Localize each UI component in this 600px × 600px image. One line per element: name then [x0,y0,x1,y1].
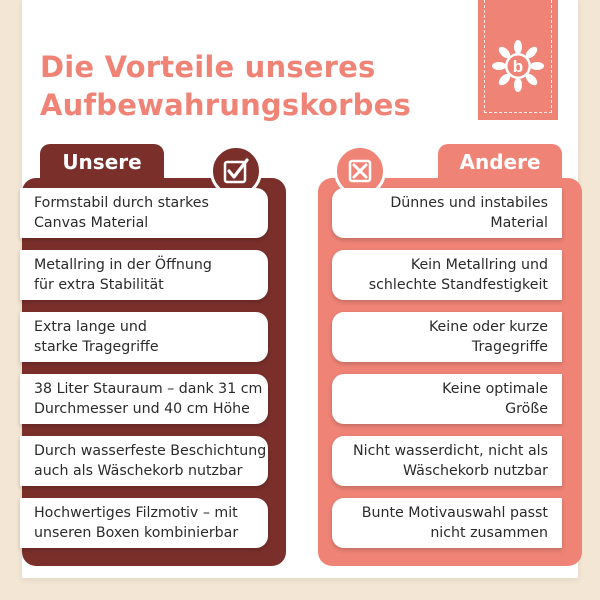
logo-letter: b [512,57,524,76]
heading-unsere: Unsere [40,144,164,180]
item-text-line-2: Wäschekorb nutzbar [403,463,548,479]
item-text-line-1: Metallring in der Öffnung [34,257,212,273]
item-text-line-2: Durchmesser und 40 cm Höhe [34,401,250,417]
item-text-line-2: Canvas Material [34,215,149,231]
item-text-line-1: Dünnes und instabiles [390,195,548,211]
list-item [332,498,562,548]
item-text-line-2: auch als Wäschekorb nutzbar [34,463,243,479]
title-line-2: Aufbewahrungskorbes [40,88,411,122]
item-text-line-1: Bunte Motivauswahl passt [361,505,548,521]
page-title [40,48,460,124]
item-text-line-1: Keine optimale [442,381,548,397]
list-item [20,374,268,424]
item-text-line-2: nicht zusammen [430,525,548,541]
item-text-line-2: unseren Boxen kombinierbar [34,525,239,541]
item-text-line-1: Extra lange und [34,319,147,335]
item-text-line-2: Größe [505,401,548,417]
list-item [20,188,268,238]
title-line-1: Die Vorteile unseres [40,50,376,84]
item-text-line-2: starke Tragegriffe [34,339,159,355]
item-text-line-2: Material [490,215,548,231]
item-text-line-2: für extra Stabilität [34,277,164,293]
brand-bookmark [478,0,558,120]
list-item [20,312,268,362]
item-text-line-1: Keine oder kurze [428,319,548,335]
list-item [332,436,562,486]
item-text-line-1: Kein Metallring und [410,257,548,273]
item-text-line-1: 38 Liter Stauraum – dank 31 cm [34,381,263,397]
list-item [332,312,562,362]
list-item [332,250,562,300]
item-text-line-2: Tragegriffe [471,339,548,355]
list-item [20,436,268,486]
item-text-line-1: Hochwertiges Filzmotiv – mit [34,505,238,521]
heading-andere: Andere [438,144,562,180]
item-text-line-1: Durch wasserfeste Beschichtung [34,443,267,459]
item-text-line-1: Nicht wasserdicht, nicht als [353,443,548,459]
list-item [332,188,562,238]
list-item [332,374,562,424]
flower-logo-icon [492,40,544,92]
list-item [20,498,268,548]
item-text-line-1: Formstabil durch starkes [34,195,209,211]
list-item [20,250,268,300]
item-text-line-2: schlechte Standfestigkeit [368,277,548,293]
